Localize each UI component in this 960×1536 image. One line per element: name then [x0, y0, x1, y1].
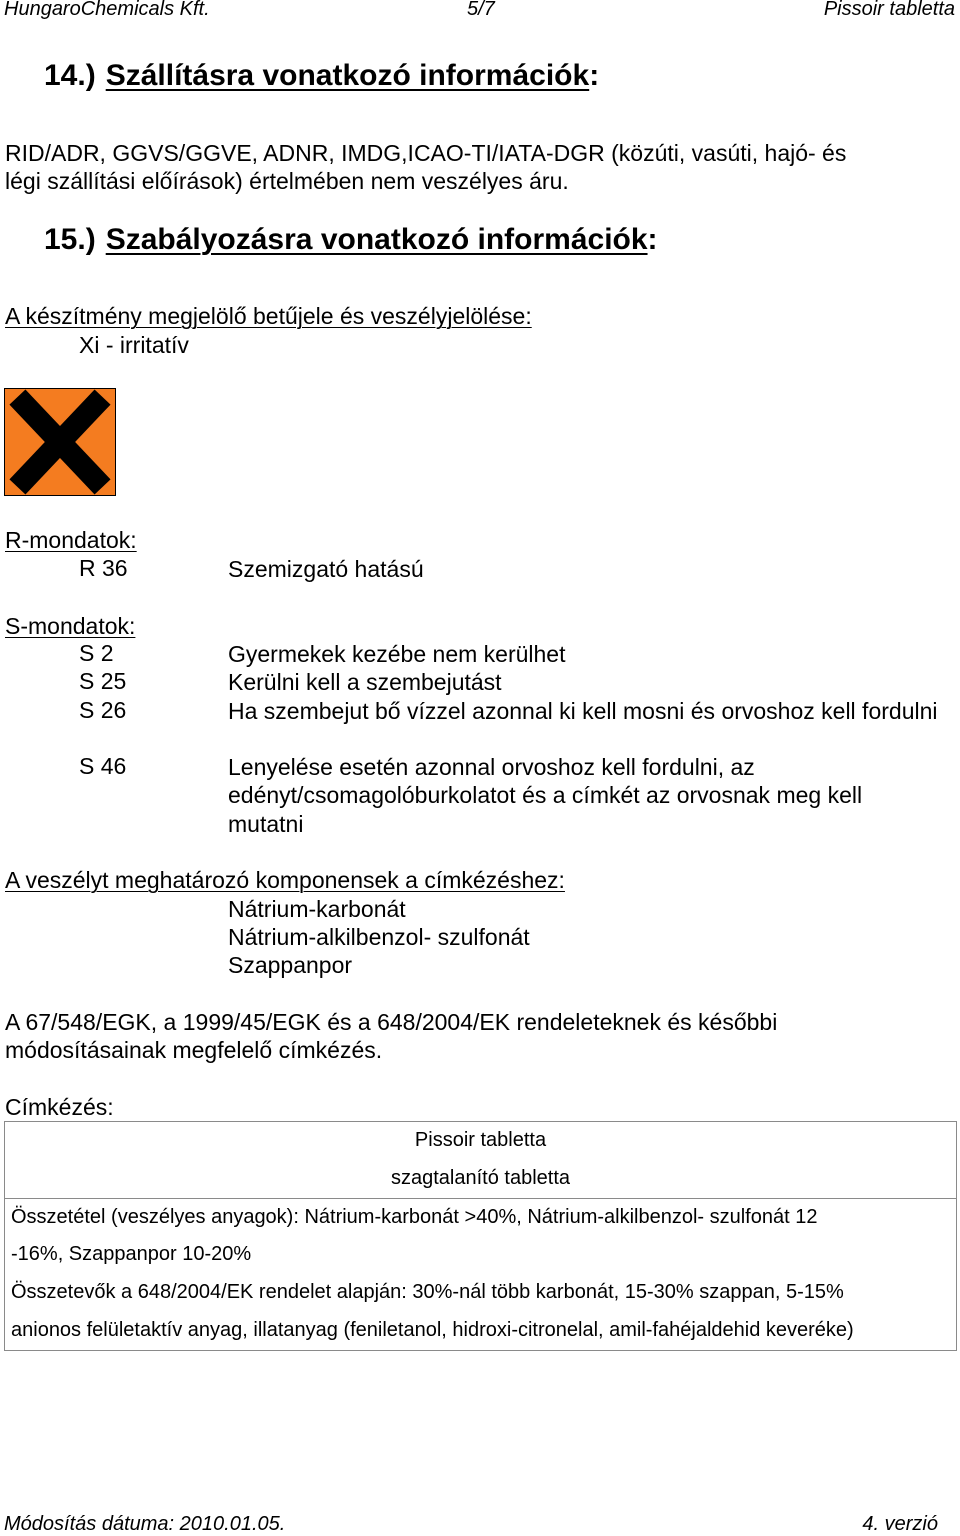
label-ingredients-line-2: anionos felületaktív anyag, illatanyag (feniletanol, hidroxi-citronelal, amil-fahéjaldehid keveréke) [11, 1318, 854, 1341]
header-company: HungaroChemicals Kft. [4, 0, 210, 20]
label-box-header [5, 1122, 957, 1199]
footer-version: 4. verzió [862, 1513, 938, 1535]
r-phrases-heading: R-mondatok: [5, 527, 137, 553]
label-box-header-row [5, 1122, 957, 1199]
section-14-heading [44, 59, 599, 93]
section-15-number: 15.) [44, 223, 96, 256]
components-heading: A veszélyt meghatározó komponensek a címkézéshez: [5, 867, 565, 893]
s-phrase-text: Lenyelése esetén azonnal orvoshoz kell fordulni, az edényt/csomagolóburkolatot és a címkét az orvosnak meg kell mutatni [228, 754, 863, 837]
component-item: Nátrium-alkilbenzol- szulfonát [228, 924, 530, 950]
label-composition-line-2: -16%, Szappanpor 10-20% [11, 1243, 252, 1266]
component-item: Nátrium-karbonát [228, 896, 406, 922]
s-phrase-code: S 26 [79, 697, 127, 723]
section-14-title: Szállításra vonatkozó információk [105, 59, 590, 92]
labeling-heading: Címkézés: [5, 1094, 114, 1120]
regulation-line-2: módosításainak megfelelő címkézés. [5, 1037, 383, 1063]
section-14-number: 14.) [44, 59, 96, 92]
label-box [4, 1121, 957, 1351]
symbol-label: A készítmény megjelölő betűjele és veszélyjelölése: [5, 303, 532, 329]
component-item: Szappanpor [228, 952, 353, 978]
s-phrase-code: S 25 [79, 668, 127, 694]
section-15-heading [44, 223, 658, 257]
s-phrase-text: Ha szembejut bő vízzel azonnal ki kell mosni és orvoshoz kell fordulni [228, 698, 938, 724]
label-product-title: Pissoir tabletta [414, 1129, 547, 1151]
s-phrases-heading: S-mondatok: [5, 613, 136, 639]
header-page-number: 5/7 [467, 0, 495, 20]
footer-modified-date: Módosítás dátuma: 2010.01.05. [4, 1513, 286, 1535]
label-box-body [5, 1198, 957, 1350]
symbol-value: Xi - irritatív [79, 332, 189, 358]
transport-line-2: légi szállítási előírások) értelmében nem veszélyes áru. [5, 168, 569, 194]
label-ingredients-line-1: Összetevők a 648/2004/EK rendelet alapján: 30%-nál több karbonát, 15-30% szappan, 5-15% [11, 1281, 844, 1304]
r-phrase-code: R 36 [79, 555, 128, 581]
s-phrase-code: S 46 [79, 753, 127, 779]
section-15-colon: : [647, 223, 658, 256]
section-14-colon: : [589, 59, 600, 92]
label-box-body-row [5, 1198, 957, 1350]
r-phrase-text: Szemizgató hatású [228, 556, 424, 582]
s-phrase-text: Kerülni kell a szembejutást [228, 669, 502, 695]
label-composition-line-1: Összetétel (veszélyes anyagok): Nátrium-karbonát >40%, Nátrium-alkilbenzol- szulfonát 12 [11, 1205, 818, 1228]
transport-line-1: RID/ADR, GGVS/GGVE, ADNR, IMDG,ICAO-TI/IATA-DGR (közúti, vasúti, hajó- és [5, 140, 847, 166]
regulation-line-1: A 67/548/EGK, a 1999/45/EGK és a 648/2004/EK rendeleteknek és későbbi [5, 1009, 778, 1035]
section-15-title: Szabályozásra vonatkozó információk [105, 223, 648, 256]
s-phrase-text: Gyermekek kezébe nem kerülhet [228, 641, 566, 667]
label-product-subtitle: szagtalanító tabletta [390, 1166, 570, 1189]
xi-irritant-icon [4, 388, 116, 496]
header-product: Pissoir tabletta [823, 0, 955, 20]
s-phrase-code: S 2 [79, 640, 114, 666]
